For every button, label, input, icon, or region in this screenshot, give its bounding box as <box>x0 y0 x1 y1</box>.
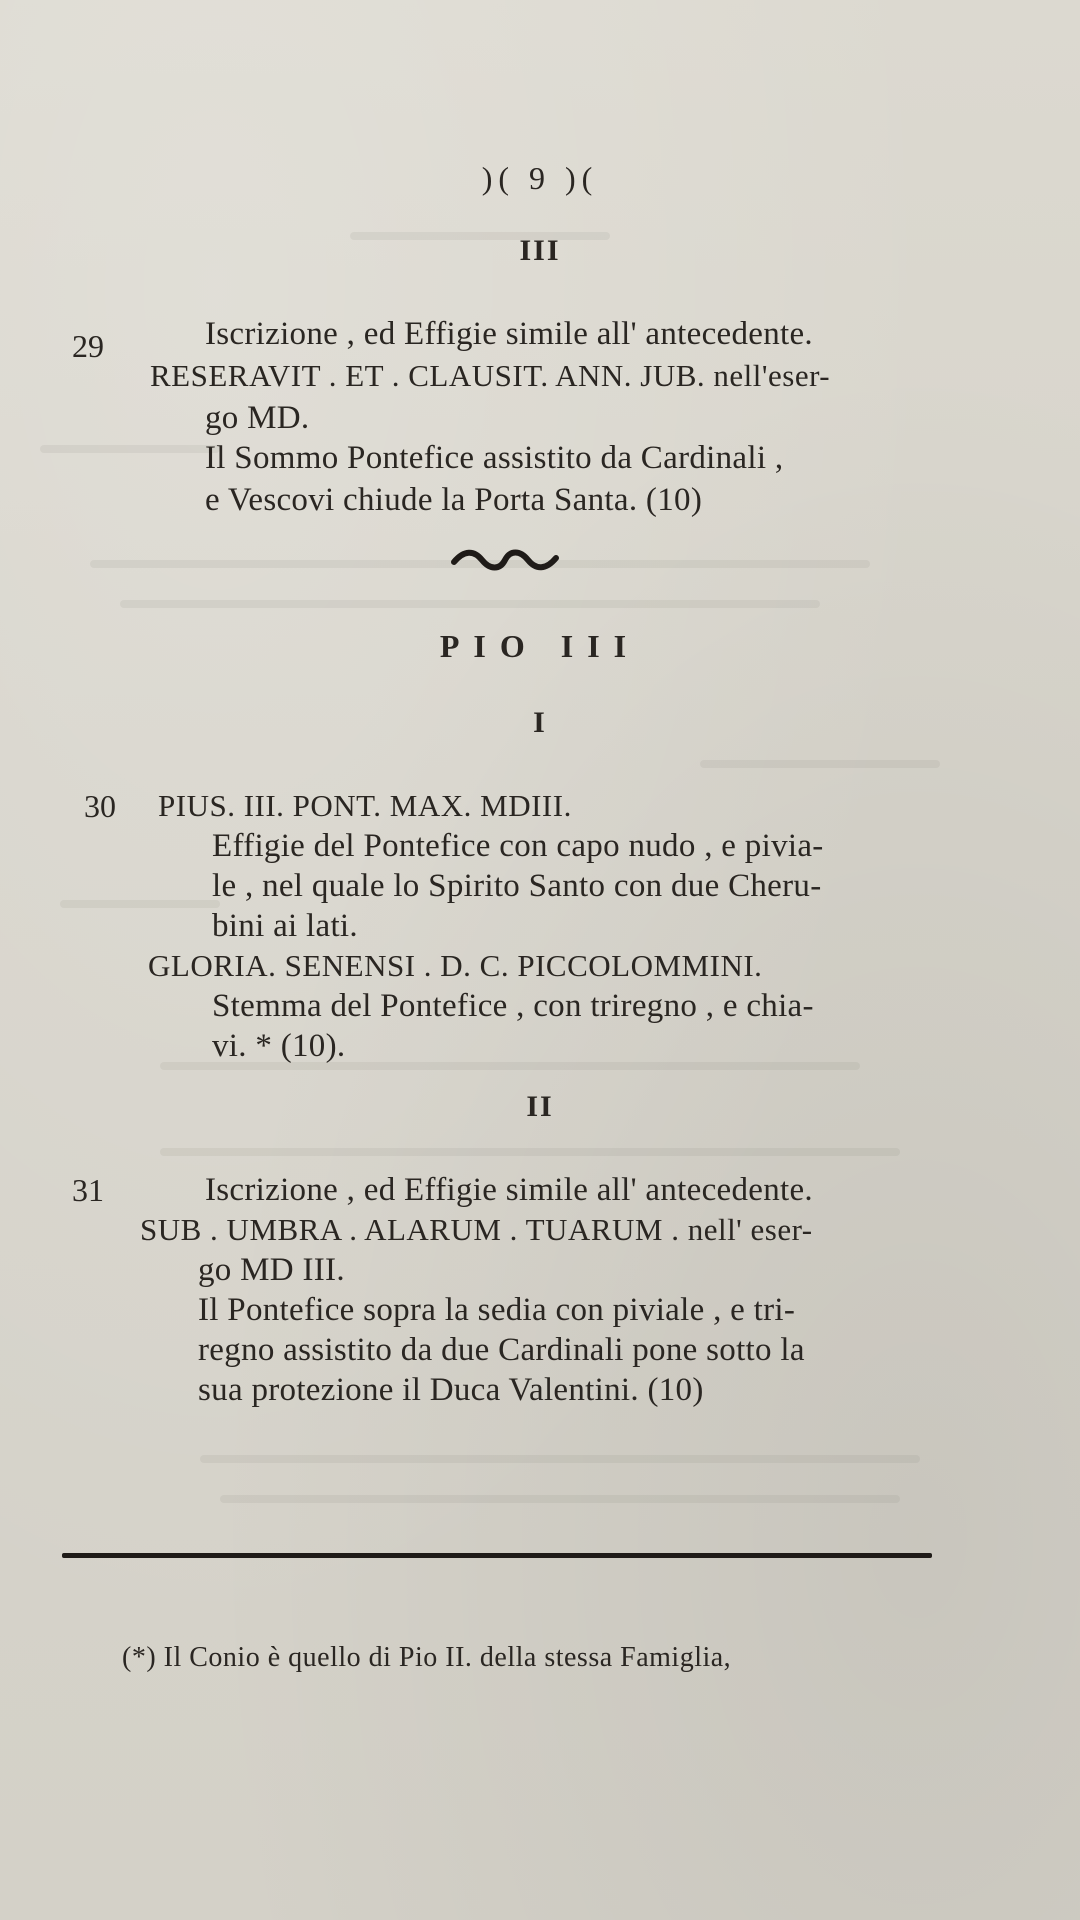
entry-line: GLORIA. SENENSI . D. C. PICCOLOMMINI. <box>148 948 763 983</box>
entry-number: 31 <box>72 1172 104 1208</box>
entry-line: Effigie del Pontefice con capo nudo , e pivia- <box>212 828 824 864</box>
entry-line: Il Pontefice sopra la sedia con piviale , e tri- <box>198 1292 796 1328</box>
entry-number: 30 <box>84 788 116 824</box>
footnote: (*) Il Conio è quello di Pio II. della stessa Famiglia, <box>122 1642 732 1673</box>
entry-line: Stemma del Pontefice , con triregno , e chia- <box>212 988 814 1024</box>
entry-line: bini ai lati. <box>212 908 358 944</box>
section-numeral: I <box>533 706 547 739</box>
page-number-header: )( 9 )( <box>481 160 599 196</box>
entry-line: sua protezione il Duca Valentini. (10) <box>198 1372 704 1408</box>
entry-line: e Vescovi chiude la Porta Santa. (10) <box>205 482 703 518</box>
entry-number: 29 <box>72 328 104 364</box>
entry-line: RESERAVIT . ET . CLAUSIT. ANN. JUB. nell'eser- <box>150 358 831 393</box>
entry-line: PIUS. III. PONT. MAX. MDIII. <box>158 788 572 823</box>
entry-line: Il Sommo Pontefice assistito da Cardinali , <box>205 440 784 476</box>
chapter-title: PIO III <box>439 628 641 664</box>
section-numeral: II <box>526 1090 554 1123</box>
ornament-divider-icon <box>450 548 560 572</box>
section-numeral: III <box>519 234 561 267</box>
entry-line: regno assistito da due Cardinali pone sotto la <box>198 1332 805 1368</box>
entry-line: go MD. <box>205 400 310 436</box>
entry-line: Iscrizione , ed Effigie simile all' antecedente. <box>205 316 813 352</box>
entry-line: go MD III. <box>198 1252 345 1288</box>
entry-line: vi. * (10). <box>212 1028 346 1064</box>
entry-line: SUB . UMBRA . ALARUM . TUARUM . nell' eser- <box>140 1212 813 1247</box>
entry-line: le , nel quale lo Spirito Santo con due Cheru- <box>212 868 822 904</box>
footnote-rule <box>62 1553 932 1558</box>
entry-line: Iscrizione , ed Effigie simile all' antecedente. <box>205 1172 813 1208</box>
